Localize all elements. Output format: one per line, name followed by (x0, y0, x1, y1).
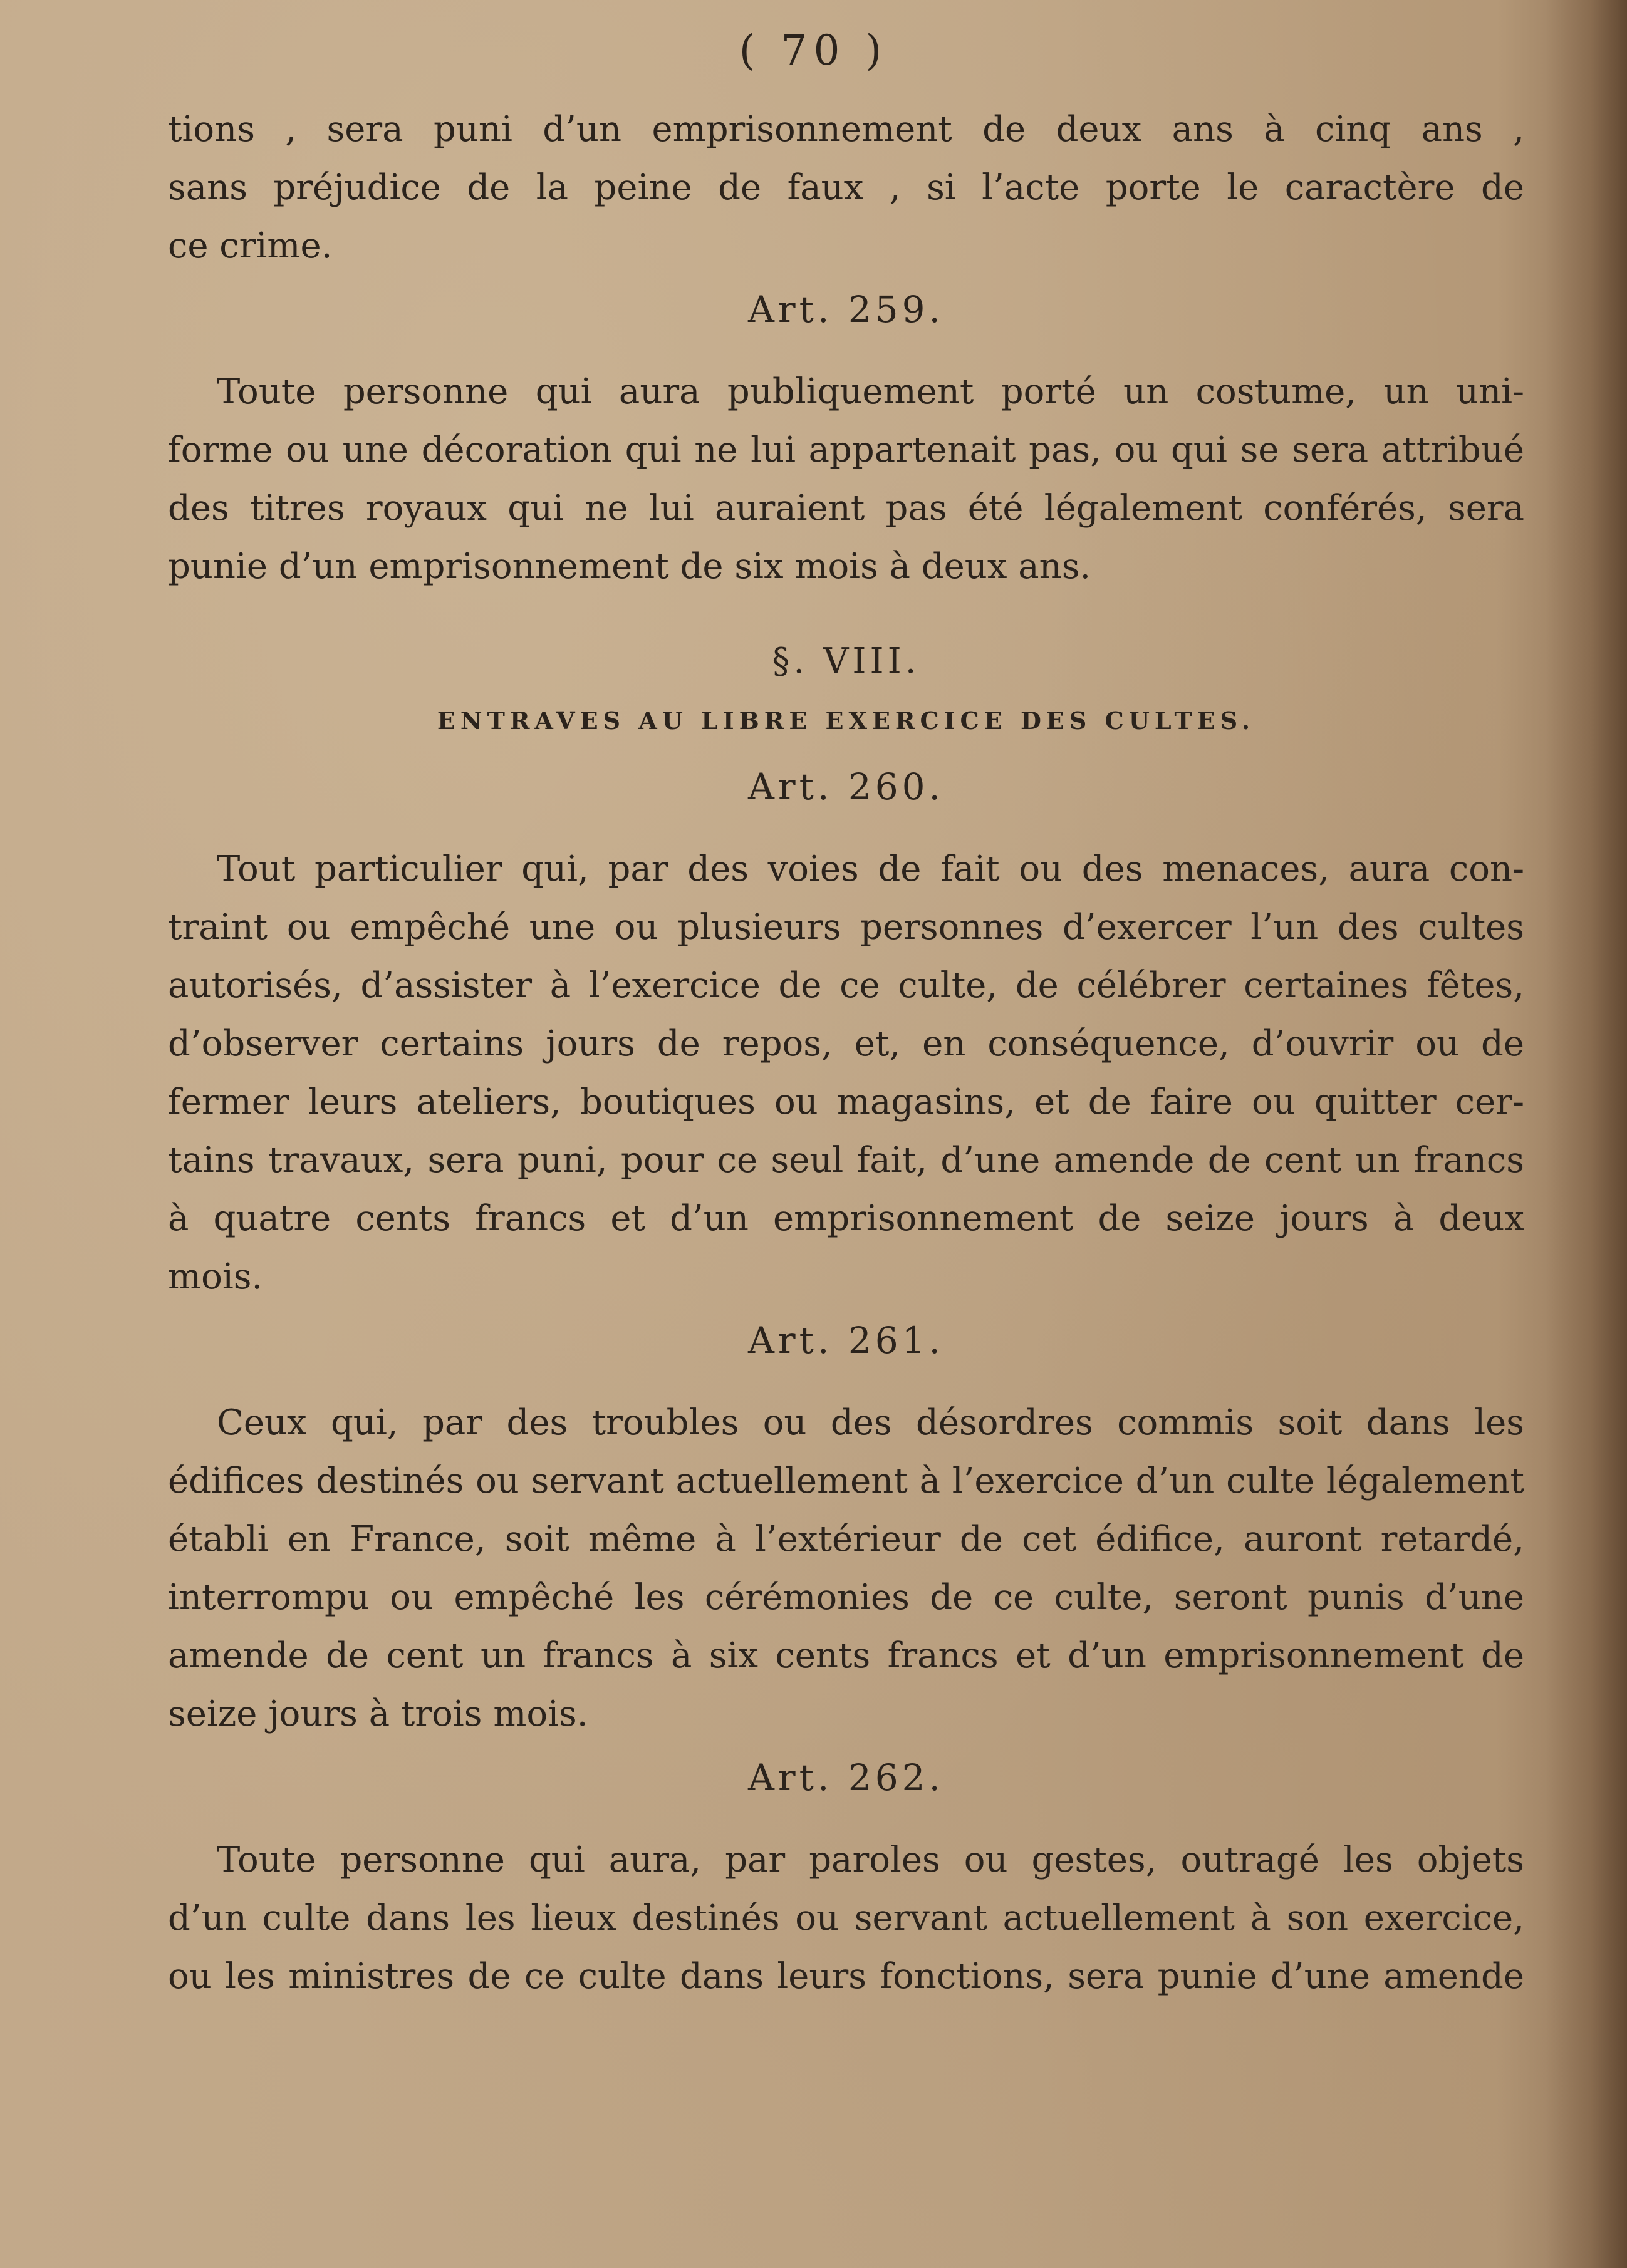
article-262-heading: Art. 262. (748, 1756, 944, 1799)
page-number: ( 70 ) (739, 26, 888, 75)
text-line: d’un culte dans les lieux destinés ou servant actuellement à son exercice, (168, 1898, 1524, 1939)
article-261-heading: Art. 261. (748, 1319, 944, 1362)
text-line: traint ou empêché une ou plusieurs personnes d’exercer l’un des cultes (168, 907, 1524, 948)
text-line: ou les ministres de ce culte dans leurs fonctions, sera punie d’une amende (168, 1956, 1524, 1997)
text-line: amende de cent un francs à six cents francs et d’un emprisonnement de (168, 1635, 1524, 1676)
article-259-paragraph (168, 363, 1524, 596)
text-line: ce crime. (168, 225, 333, 266)
text-line: tains travaux, sera puni, pour ce seul fait, d’une amende de cent un francs (168, 1140, 1524, 1181)
text-line: sans préjudice de la peine de faux , si l’acte porte le caractère de (168, 167, 1524, 208)
article-259-heading: Art. 259. (748, 288, 944, 331)
text-line: Toute personne qui aura publiquement porté un costume, un uni- (217, 371, 1524, 412)
section-number: §. VIII. (772, 641, 920, 681)
article-260-paragraph (168, 840, 1524, 1306)
article-262-paragraph (168, 1831, 1524, 2006)
section-title: ENTRAVES AU LIBRE EXERCICE DES CULTES. (437, 707, 1255, 735)
text-line: fermer leurs ateliers, boutiques ou magasins, et de faire ou quitter cer- (168, 1082, 1524, 1122)
text-line: d’observer certains jours de repos, et, en conséquence, d’ouvrir ou de (168, 1023, 1524, 1064)
text-line: établi en France, soit même à l’extérieur de cet édifice, auront retardé, (168, 1519, 1524, 1560)
text-line: Toute personne qui aura, par paroles ou gestes, outragé les objets (217, 1840, 1524, 1880)
text-line: autorisés, d’assister à l’exercice de ce culte, de célébrer certaines fêtes, (168, 965, 1524, 1006)
text-line: tions , sera puni d’un emprisonnement de deux ans à cinq ans , (168, 109, 1524, 150)
text-block (168, 100, 1524, 2006)
text-line: seize jours à trois mois. (168, 1694, 588, 1734)
text-line: édifices destinés ou servant actuellement à l’exercice d’un culte légalement (168, 1461, 1524, 1501)
text-line: Tout particulier qui, par des voies de fait ou des menaces, aura con- (217, 849, 1524, 889)
continuation-paragraph (168, 100, 1524, 275)
text-line: forme ou une décoration qui ne lui appartenait pas, ou qui se sera attribué (168, 430, 1524, 470)
text-line: des titres royaux qui ne lui auraient pas été légalement conférés, sera (168, 488, 1524, 529)
text-line: mois. (168, 1256, 263, 1297)
text-line: punie d’un emprisonnement de six mois à deux ans. (168, 546, 1091, 587)
text-line: interrompu ou empêché les cérémonies de ce culte, seront punis d’une (168, 1577, 1524, 1618)
article-260-heading: Art. 260. (748, 765, 944, 808)
article-261-paragraph (168, 1394, 1524, 1743)
text-line: à quatre cents francs et d’un emprisonnement de seize jours à deux (168, 1198, 1524, 1239)
page-edge-shadow (1546, 0, 1627, 2268)
text-line: Ceux qui, par des troubles ou des désordres commis soit dans les (217, 1402, 1524, 1443)
